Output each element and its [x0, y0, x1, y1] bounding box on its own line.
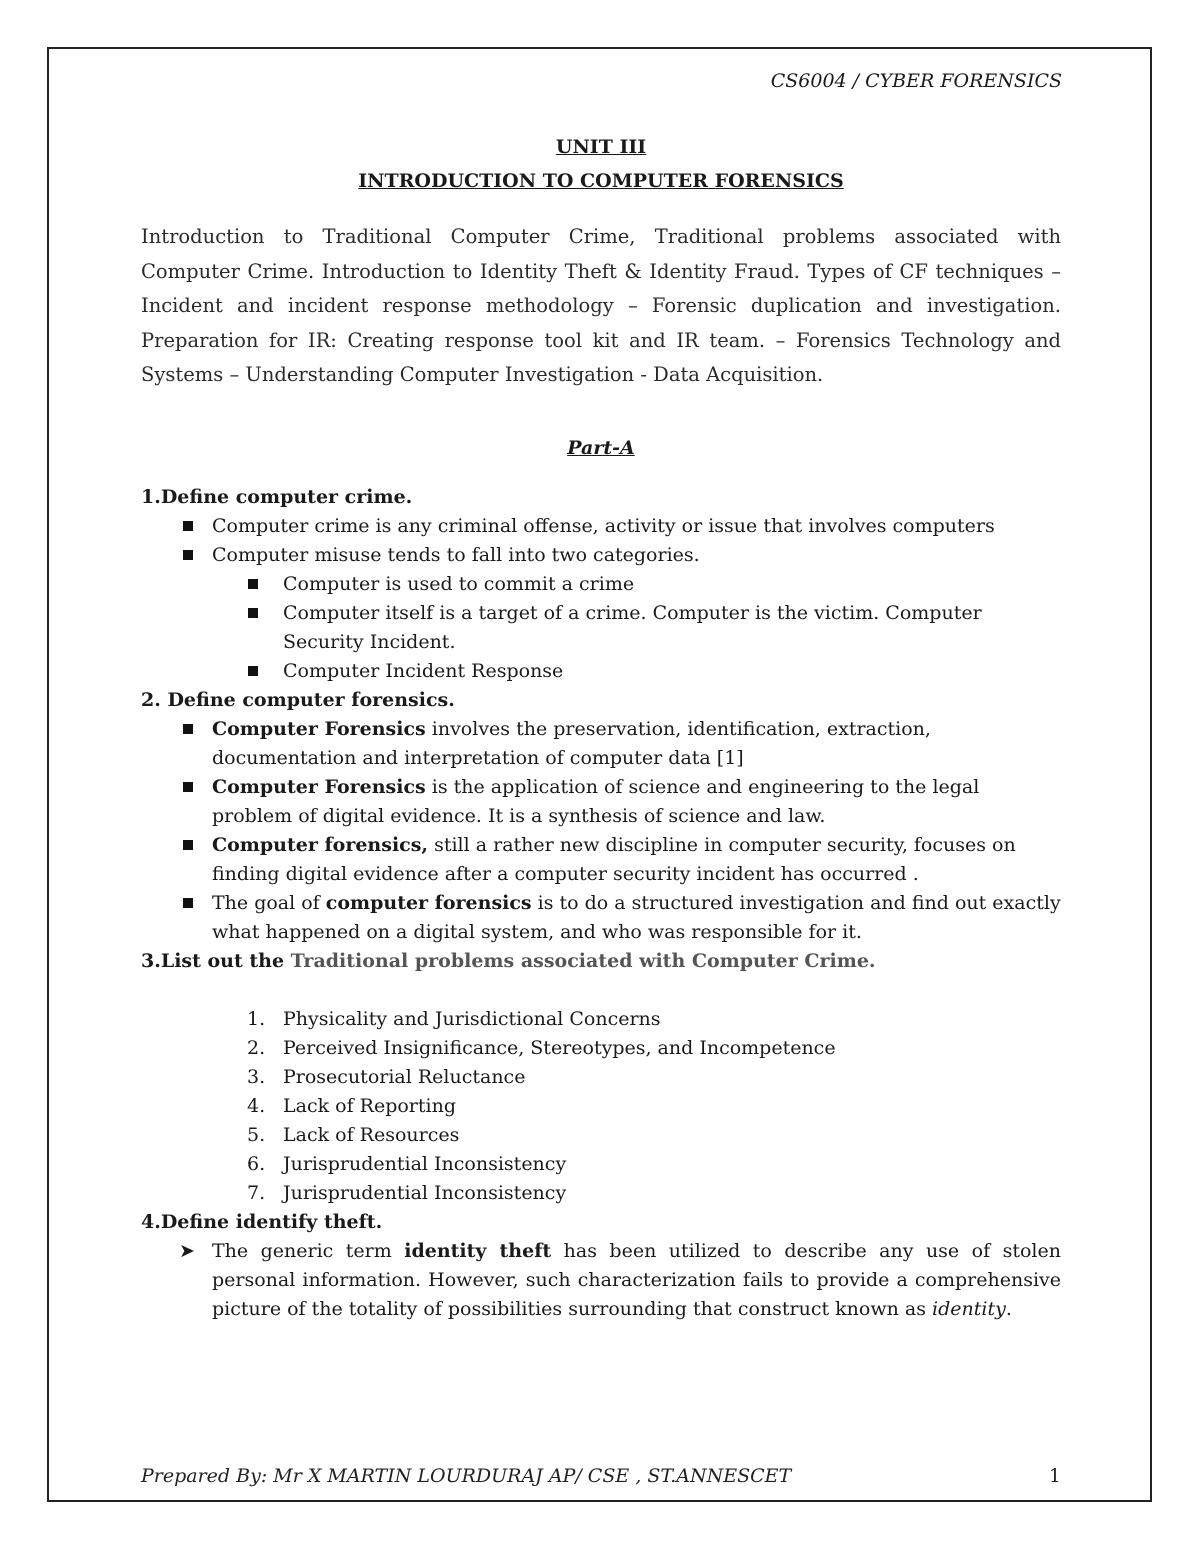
list-item: Computer Forensics involves the preservation, identification, extraction, documentation and interpretation of computer data [1] — [141, 715, 1061, 773]
document-body — [141, 130, 1061, 1324]
unit-title: UNIT III — [555, 136, 647, 158]
list-item: ➤ The generic term identity theft has been utilized to describe any use of stolen personal information. However, such characterization fails to provide a comprehensive picture of the totality of possibilities surrounding that construct known as identity. — [141, 1237, 1061, 1324]
question-2-title: 2. Define computer forensics. — [141, 688, 455, 711]
list-item: 4. Lack of Reporting — [247, 1094, 456, 1117]
page-number: 1 — [1048, 1465, 1061, 1487]
list-item: 5. Lack of Resources — [247, 1123, 460, 1146]
list-item: 6. Jurisprudential Inconsistency — [247, 1152, 567, 1175]
square-bullet-icon — [183, 782, 193, 792]
part-a-heading: Part-A — [567, 436, 635, 459]
list-item: Computer Forensics is the application of science and engineering to the legal problem of digital evidence. It is a synthesis of science and law. — [141, 773, 1061, 831]
list-item: The goal of computer forensics is to do a structured investigation and find out exactly what happened on a digital system, and who was responsible for it. — [141, 889, 1061, 947]
square-bullet-icon — [183, 840, 193, 850]
unit-subtitle: INTRODUCTION TO COMPUTER FORENSICS — [358, 170, 844, 192]
square-bullet-icon — [183, 550, 193, 560]
list-item: Computer Incident Response — [141, 657, 1061, 686]
square-bullet-icon — [248, 666, 258, 676]
question-1-list — [141, 512, 1061, 570]
square-bullet-icon — [248, 608, 258, 618]
list-item: 1. Physicality and Jurisdictional Concerns — [247, 1007, 661, 1030]
question-3-title: 3.List out the Traditional problems associated with Computer Crime. — [141, 949, 876, 972]
list-item: Computer itself is a target of a crime. Computer is the victim. Computer Security Incident. — [141, 599, 1061, 657]
question-4-list — [141, 1237, 1061, 1324]
page-footer — [141, 1465, 1061, 1487]
question-1-sublist — [141, 570, 1061, 686]
course-header: CS6004 / CYBER FORENSICS — [770, 70, 1062, 92]
list-item: Computer forensics, still a rather new discipline in computer security, focuses on finding digital evidence after a computer security incident has occurred . — [141, 831, 1061, 889]
square-bullet-icon — [183, 724, 193, 734]
question-2-list — [141, 715, 1061, 947]
question-1-title: 1.Define computer crime. — [141, 485, 413, 508]
list-item: 3. Prosecutorial Reluctance — [247, 1065, 526, 1088]
prepared-by: Prepared By: Mr X MARTIN LOURDURAJ AP/ CSE , ST.ANNESCET — [141, 1465, 792, 1487]
list-item: Computer misuse tends to fall into two categories. — [141, 541, 1061, 570]
list-item: 2. Perceived Insignificance, Stereotypes, and Incompetence — [247, 1036, 836, 1059]
square-bullet-icon — [183, 898, 193, 908]
question-3-list — [141, 1005, 1061, 1208]
syllabus-paragraph: Introduction to Traditional Computer Crime, Traditional problems associated with Computer Crime. Introduction to Identity Theft & Identity Fraud. Types of CF techniques – Incident and incident response methodology – Forensic duplication and investigation. Preparation for IR: Creating response tool kit and IR team. – Forensics Technology and Systems – Understanding Computer Investigation - Data Acquisition. — [141, 225, 1061, 386]
list-item: Computer crime is any criminal offense, activity or issue that involves computers — [141, 512, 1061, 541]
list-item: Computer is used to commit a crime — [141, 570, 1061, 599]
square-bullet-icon — [183, 521, 193, 531]
question-4-title: 4.Define identify theft. — [141, 1210, 383, 1233]
arrow-bullet-icon: ➤ — [179, 1239, 195, 1262]
list-item: 7. Jurisprudential Inconsistency — [247, 1181, 567, 1204]
square-bullet-icon — [248, 579, 258, 589]
